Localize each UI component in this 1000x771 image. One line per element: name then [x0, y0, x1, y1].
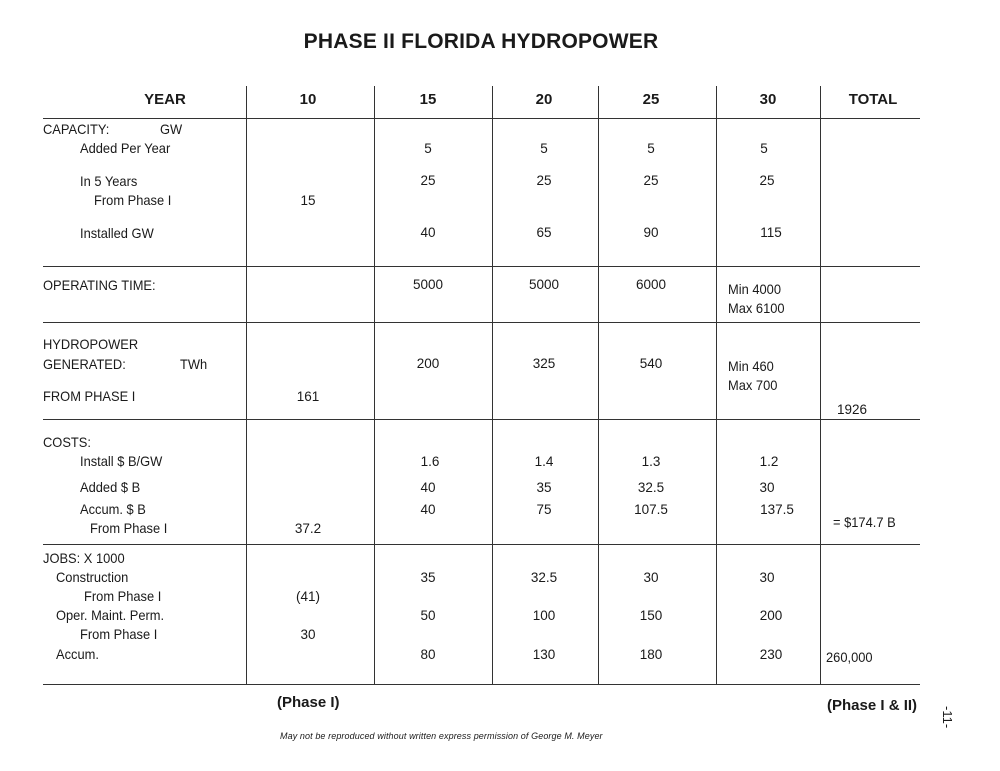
capacity-unit: GW: [160, 121, 183, 137]
cell: 80: [420, 647, 436, 662]
generated-label: GENERATED:: [43, 356, 126, 372]
header-year-15: 15: [419, 91, 437, 108]
operating-min: Min 4000: [728, 281, 781, 297]
added-per-year-label: Added Per Year: [80, 140, 171, 156]
cell: 50: [420, 608, 436, 623]
cell: 150: [639, 608, 663, 623]
cell: 32.5: [637, 480, 665, 495]
cell: 40: [420, 502, 436, 517]
row-divider: [43, 419, 920, 420]
header-year-10: 10: [299, 91, 317, 108]
column-divider: [492, 86, 493, 685]
header-year: YEAR: [144, 91, 186, 108]
cell: 200: [759, 608, 783, 623]
header-year-25: 25: [642, 91, 660, 108]
page-title: PHASE II FLORIDA HYDROPOWER: [303, 30, 659, 53]
oper-maint-label: Oper. Maint. Perm.: [56, 607, 165, 623]
cell: 40: [420, 480, 436, 495]
jobs-accum-label: Accum.: [56, 646, 99, 662]
cell: 30: [759, 480, 775, 495]
column-divider: [374, 86, 375, 685]
operating-time-label: OPERATING TIME:: [43, 277, 156, 293]
cell: 30: [759, 570, 775, 585]
accum-cost-label: Accum. $ B: [80, 501, 146, 517]
cell: 5: [424, 141, 432, 156]
cell: 325: [532, 356, 556, 371]
costs-total: = $174.7 B: [833, 514, 896, 530]
row-divider: [43, 544, 920, 545]
cell: 25: [759, 173, 775, 188]
cell: 5000: [528, 277, 560, 292]
hydropower-label: HYDROPOWER: [43, 336, 139, 352]
cell: 130: [532, 647, 556, 662]
hydro-total: 1926: [836, 402, 868, 417]
in-5-years-label: In 5 Years: [80, 173, 138, 189]
cell: 25: [420, 173, 436, 188]
cell: 25: [643, 173, 659, 188]
cell: 100: [532, 608, 556, 623]
operating-max: Max 6100: [728, 300, 785, 316]
cell: 25: [536, 173, 552, 188]
from-phase-label: From Phase I: [80, 626, 158, 642]
cell: 1.4: [534, 454, 554, 469]
cell: 65: [536, 225, 552, 240]
phase-one-two-caption: (Phase I & II): [827, 697, 918, 714]
hydro-min: Min 460: [728, 358, 774, 374]
cell: 35: [536, 480, 552, 495]
header-year-20: 20: [535, 91, 553, 108]
cell: 1.2: [759, 454, 779, 469]
cell: 5: [647, 141, 655, 156]
row-divider: [43, 266, 920, 267]
cell: 5: [540, 141, 548, 156]
construction-label: Construction: [56, 569, 129, 585]
row-divider: [43, 322, 920, 323]
cell: 40: [420, 225, 436, 240]
installed-gw-label: Installed GW: [80, 225, 154, 241]
cell: 137.5: [760, 502, 794, 517]
costs-label: COSTS:: [43, 434, 91, 450]
cell: 161: [296, 389, 320, 404]
cell: 30: [300, 627, 316, 642]
cell: 37.2: [294, 521, 322, 536]
cell: 180: [639, 647, 663, 662]
column-divider: [820, 86, 821, 685]
header-year-30: 30: [759, 91, 777, 108]
jobs-total: 260,000: [826, 649, 873, 665]
cell: 32.5: [530, 570, 558, 585]
cell: 200: [416, 356, 440, 371]
cell: 15: [300, 193, 316, 208]
cell: 1.6: [420, 454, 440, 469]
added-cost-label: Added $ B: [80, 479, 141, 495]
cell: 5: [760, 141, 768, 156]
cell: 540: [639, 356, 663, 371]
header-total: TOTAL: [848, 91, 898, 108]
phase-one-caption: (Phase I): [277, 694, 340, 711]
cell: (41): [295, 589, 320, 604]
cell: 30: [643, 570, 659, 585]
cell: 5000: [412, 277, 444, 292]
cell: 90: [643, 225, 659, 240]
from-phase-label: From Phase I: [94, 192, 172, 208]
capacity-label: CAPACITY:: [43, 121, 110, 137]
page-number: -11-: [940, 706, 955, 729]
cell: 107.5: [634, 502, 668, 517]
from-phase-label: From Phase I: [84, 588, 162, 604]
column-divider: [716, 86, 717, 685]
cell: 115: [760, 225, 782, 240]
column-divider: [598, 86, 599, 685]
header-rule: [43, 118, 920, 119]
cell: 35: [420, 570, 436, 585]
bottom-rule: [43, 684, 920, 685]
copyright-note: May not be reproduced without written express permission of George M. Meyer: [280, 731, 603, 741]
cell: 1.3: [641, 454, 661, 469]
hydro-unit: TWh: [180, 356, 208, 372]
cell: 6000: [635, 277, 667, 292]
install-cost-label: Install $ B/GW: [80, 453, 163, 469]
cell: 230: [759, 647, 783, 662]
jobs-label: JOBS: X 1000: [43, 550, 125, 566]
from-phase-label: From Phase I: [90, 520, 168, 536]
column-divider: [246, 86, 247, 685]
hydro-max: Max 700: [728, 377, 778, 393]
from-phase-label: FROM PHASE I: [43, 388, 136, 404]
cell: 75: [536, 502, 552, 517]
